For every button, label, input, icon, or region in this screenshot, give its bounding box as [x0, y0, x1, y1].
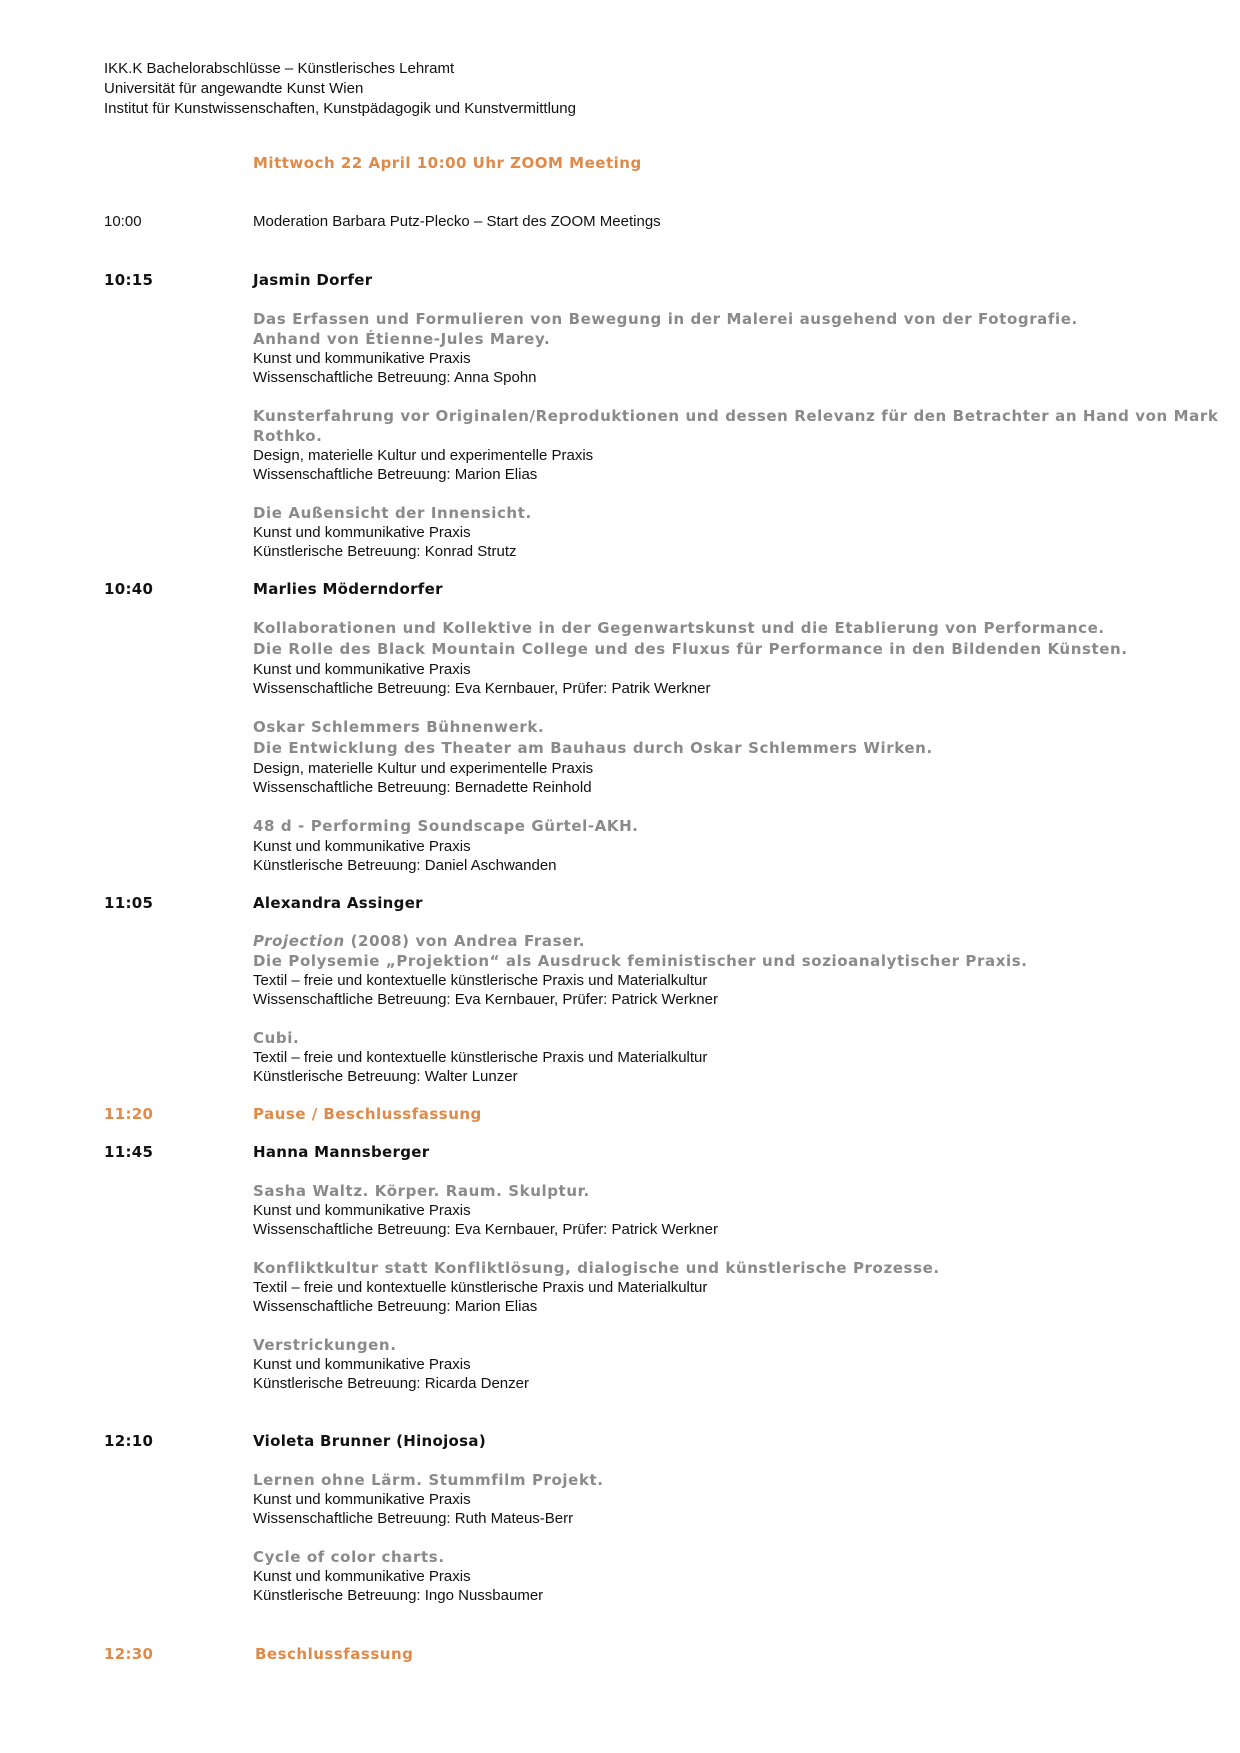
time-opening: 10:00	[104, 213, 142, 230]
header-line-university: Universität für angewandte Kunst Wien	[104, 80, 364, 97]
thesis-title	[253, 932, 585, 950]
presenter-name: Jasmin Dorfer	[253, 271, 373, 289]
thesis-title: Sasha Waltz. Körper. Raum. Skulptur.	[253, 1182, 590, 1200]
time-slot: 10:40	[104, 580, 154, 598]
thesis-supervision: Künstlerische Betreuung: Walter Lunzer	[253, 1068, 518, 1085]
thesis-supervision: Wissenschaftliche Betreuung: Marion Elias	[253, 466, 538, 483]
thesis-field: Kunst und kommunikative Praxis	[253, 1356, 471, 1373]
thesis-field: Kunst und kommunikative Praxis	[253, 524, 471, 541]
thesis-supervision: Wissenschaftliche Betreuung: Bernadette Reinhold	[253, 779, 592, 796]
thesis-field: Kunst und kommunikative Praxis	[253, 661, 471, 678]
thesis-title-rest: (2008) von Andrea Fraser.	[344, 932, 586, 950]
thesis-title-italic: Projection	[253, 932, 345, 950]
time-slot: 12:10	[104, 1432, 154, 1450]
thesis-field: Kunst und kommunikative Praxis	[253, 1491, 471, 1508]
thesis-supervision: Wissenschaftliche Betreuung: Anna Spohn	[253, 369, 537, 386]
thesis-title: Lernen ohne Lärm. Stummfilm Projekt.	[253, 1471, 604, 1489]
time-slot: 11:45	[104, 1143, 154, 1161]
thesis-title: Kollaborationen und Kollektive in der Gegenwartskunst und die Etablierung von Performance.	[253, 619, 1105, 637]
thesis-title: Kunsterfahrung vor Originalen/Reproduktionen und dessen Relevanz für den Betrachter an Hand von Mark	[253, 407, 1219, 425]
thesis-field: Textil – freie und kontextuelle künstlerische Praxis und Materialkultur	[253, 972, 708, 989]
thesis-field: Kunst und kommunikative Praxis	[253, 1568, 471, 1585]
presenter-name: Violeta Brunner (Hinojosa)	[253, 1432, 486, 1450]
time-slot-decision: 12:30	[104, 1645, 154, 1663]
thesis-title: Cycle of color charts.	[253, 1548, 445, 1566]
thesis-title: 48 d - Performing Soundscape Gürtel-AKH.	[253, 817, 639, 835]
thesis-title: Anhand von Étienne-Jules Marey.	[253, 330, 551, 348]
decision-label: Beschlussfassung	[255, 1645, 414, 1663]
meeting-title: Mittwoch 22 April 10:00 Uhr ZOOM Meeting	[253, 154, 642, 172]
header-line-program: IKK.K Bachelorabschlüsse – Künstlerisches Lehramt	[104, 60, 455, 77]
thesis-field: Textil – freie und kontextuelle künstlerische Praxis und Materialkultur	[253, 1049, 708, 1066]
thesis-field: Kunst und kommunikative Praxis	[253, 838, 471, 855]
thesis-field: Kunst und kommunikative Praxis	[253, 1202, 471, 1219]
thesis-field: Textil – freie und kontextuelle künstlerische Praxis und Materialkultur	[253, 1279, 708, 1296]
presenter-name: Marlies Möderndorfer	[253, 580, 443, 598]
header-line-institute: Institut für Kunstwissenschaften, Kunstpädagogik und Kunstvermittlung	[104, 100, 576, 117]
thesis-supervision: Wissenschaftliche Betreuung: Eva Kernbauer, Prüfer: Patrik Werkner	[253, 680, 711, 697]
opening-text: Moderation Barbara Putz-Plecko – Start des ZOOM Meetings	[253, 213, 661, 230]
time-slot-pause: 11:20	[104, 1105, 154, 1123]
thesis-title: Die Polysemie „Projektion“ als Ausdruck feministischer und sozioanalytischer Praxis.	[253, 952, 1028, 970]
thesis-supervision: Künstlerische Betreuung: Konrad Strutz	[253, 543, 517, 560]
thesis-field: Design, materielle Kultur und experimentelle Praxis	[253, 760, 594, 777]
presenter-name: Alexandra Assinger	[253, 894, 423, 912]
thesis-title: Konfliktkultur statt Konfliktlösung, dialogische und künstlerische Prozesse.	[253, 1259, 940, 1277]
thesis-supervision: Wissenschaftliche Betreuung: Eva Kernbauer, Prüfer: Patrick Werkner	[253, 991, 718, 1008]
thesis-supervision: Wissenschaftliche Betreuung: Ruth Mateus-Berr	[253, 1510, 574, 1527]
thesis-title: Die Entwicklung des Theater am Bauhaus durch Oskar Schlemmers Wirken.	[253, 739, 933, 757]
thesis-field: Kunst und kommunikative Praxis	[253, 350, 471, 367]
thesis-title: Verstrickungen.	[253, 1336, 397, 1354]
thesis-title: Die Rolle des Black Mountain College und des Fluxus für Performance in den Bildenden Künsten.	[253, 640, 1128, 658]
thesis-title: Oskar Schlemmers Bühnenwerk.	[253, 718, 545, 736]
thesis-supervision: Künstlerische Betreuung: Ricarda Denzer	[253, 1375, 529, 1392]
thesis-field: Design, materielle Kultur und experimentelle Praxis	[253, 447, 594, 464]
thesis-supervision: Künstlerische Betreuung: Daniel Aschwanden	[253, 857, 557, 874]
presenter-name: Hanna Mannsberger	[253, 1143, 430, 1161]
time-slot: 10:15	[104, 271, 154, 289]
thesis-title: Das Erfassen und Formulieren von Bewegung in der Malerei ausgehend von der Fotografie.	[253, 310, 1078, 328]
thesis-supervision: Wissenschaftliche Betreuung: Marion Elias	[253, 1298, 538, 1315]
thesis-supervision: Wissenschaftliche Betreuung: Eva Kernbauer, Prüfer: Patrick Werkner	[253, 1221, 718, 1238]
thesis-title: Cubi.	[253, 1029, 300, 1047]
thesis-title: Die Außensicht der Innensicht.	[253, 504, 532, 522]
thesis-title: Rothko.	[253, 427, 323, 445]
thesis-supervision: Künstlerische Betreuung: Ingo Nussbaumer	[253, 1587, 544, 1604]
pause-label: Pause / Beschlussfassung	[253, 1105, 482, 1123]
document-header	[104, 59, 576, 119]
time-slot: 11:05	[104, 894, 154, 912]
